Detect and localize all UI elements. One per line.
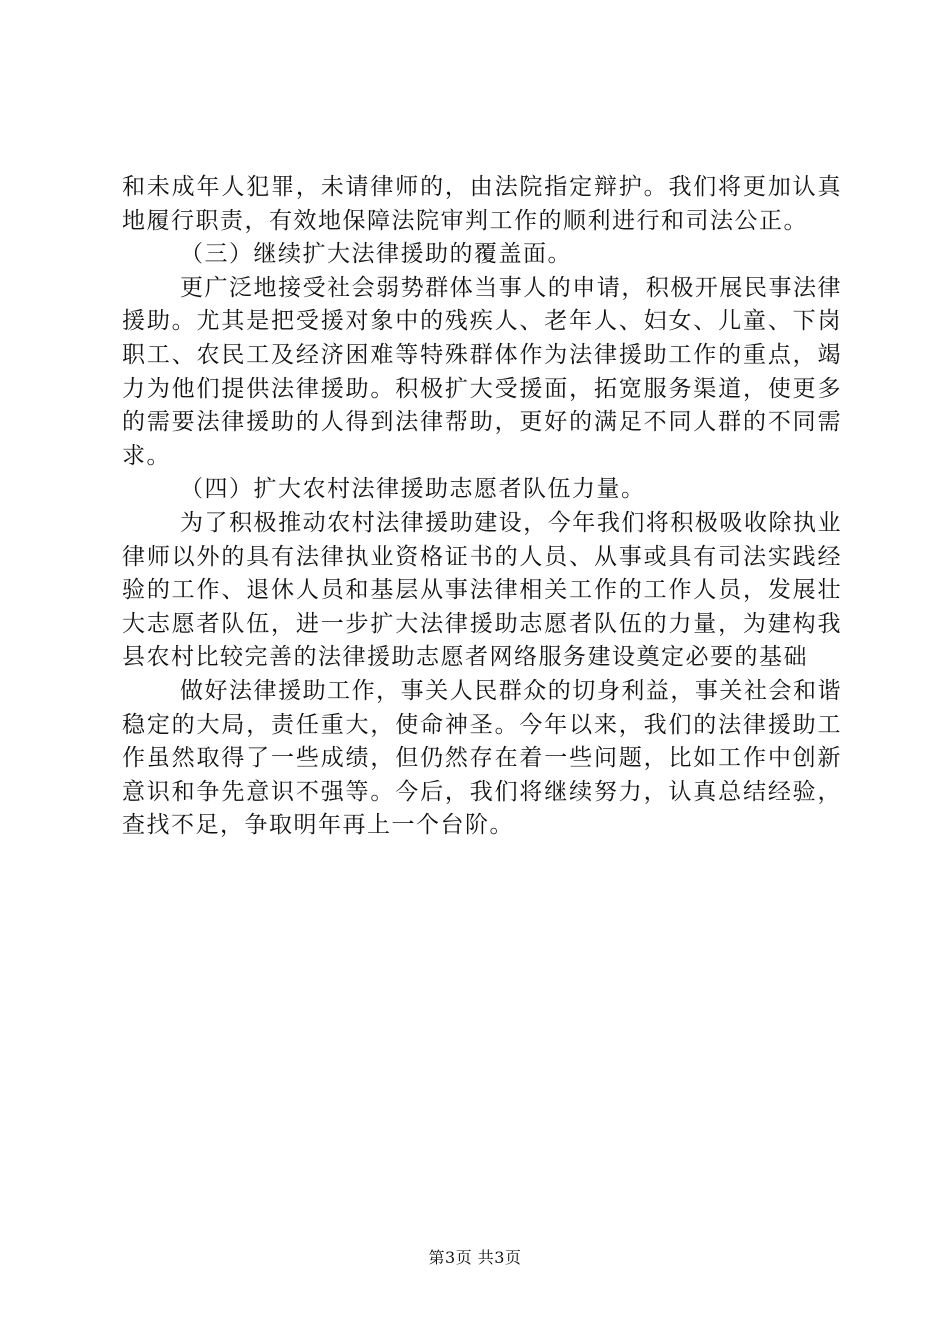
heading-section-3: （三）继续扩大法律援助的覆盖面。 bbox=[180, 241, 572, 268]
page-footer bbox=[0, 1245, 950, 1268]
page-number-label: 第3页 共3页 bbox=[428, 1248, 522, 1267]
paragraph-volunteers: 为了积极推动农村法律援助建设，今年我们将积极吸收除执业律师以外的具有法律执业资格证书的人员、从事或具有司法实践经验的工作、退休人员和基层从事法律相关工作的工作人员，发展壮大志愿者队伍，进一步扩大法律援助志愿者队伍的力量，为建构我县农村比较完善的法律援助志愿者网络服务建设奠定必要的基础 bbox=[122, 509, 842, 671]
paragraph-continuation: 和未成年人犯罪，未请律师的，由法院指定辩护。我们将更加认真地履行职责，有效地保障法院审判工作的顺利进行和司法公正。 bbox=[122, 174, 842, 234]
paragraph-coverage: 更广泛地接受社会弱势群体当事人的申请，积极开展民事法律援助。尤其是把受援对象中的残疾人、老年人、妇女、儿童、下岗职工、农民工及经济困难等特殊群体作为法律援助工作的重点，竭力为他们提供法律援助。积极扩大受援面，拓宽服务渠道，使更多的需要法律援助的人得到法律帮助，更好的满足不同人群的不同需求。 bbox=[122, 274, 842, 469]
paragraph-conclusion: 做好法律援助工作，事关人民群众的切身利益，事关社会和谐稳定的大局，责任重大，使命神圣。今年以来，我们的法律援助工作虽然取得了一些成绩，但仍然存在着一些问题，比如工作中创新意识和争先意识不强等。今后，我们将继续努力，认真总结经验，查找不足，争取明年再上一个台阶。 bbox=[122, 677, 842, 839]
document-body bbox=[122, 171, 842, 843]
heading-section-4: （四）扩大农村法律援助志愿者队伍力量。 bbox=[180, 476, 646, 503]
